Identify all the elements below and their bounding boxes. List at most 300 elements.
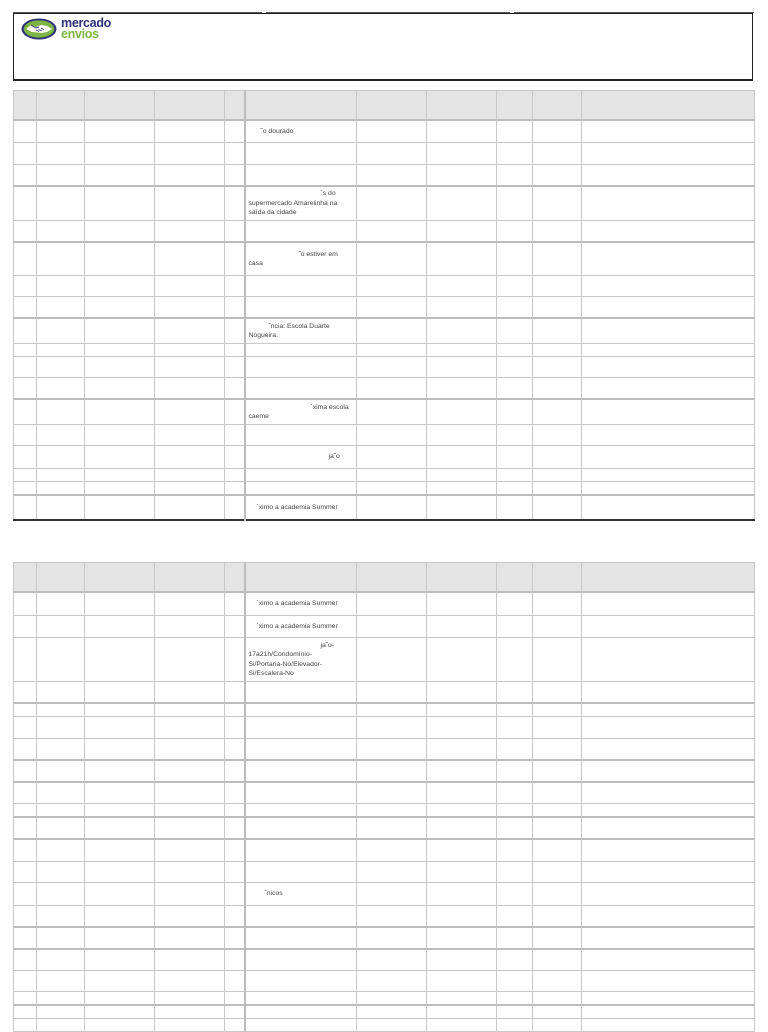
address-notes-cell: `s do supermercado Amarelinha na saída da cidade [245, 186, 357, 221]
table-cell [582, 739, 755, 761]
header-cell [582, 563, 755, 593]
table-cell [497, 616, 533, 638]
address-notes-cell [245, 992, 357, 1006]
table-cell [497, 971, 533, 992]
table-cell [357, 839, 427, 862]
table-cell [155, 221, 225, 243]
table-cell [14, 318, 37, 344]
table-cell [427, 992, 497, 1006]
table-cell [533, 804, 582, 818]
address-notes-cell [245, 717, 357, 739]
table-cell [85, 717, 155, 739]
table-cell [427, 717, 497, 739]
table-cell [582, 120, 755, 143]
table-cell [582, 703, 755, 717]
table-cell [14, 883, 37, 906]
table-cell [85, 906, 155, 928]
table-cell [357, 242, 427, 276]
table-cell [357, 682, 427, 704]
table-cell [155, 638, 225, 682]
table-cell [85, 804, 155, 818]
table-cell [155, 992, 225, 1006]
table-cell [497, 992, 533, 1006]
table-cell [533, 717, 582, 739]
address-notes-cell: ja˜o- 17a21h/Condomínio- Si/Portaria-No/Elevador- Si/Escalera-No [245, 638, 357, 682]
address-notes-cell [245, 165, 357, 187]
table-cell [427, 817, 497, 839]
table-cell [14, 927, 37, 949]
table-cell [427, 804, 497, 818]
table-cell [533, 357, 582, 378]
table-cell [497, 739, 533, 761]
table-cell [37, 482, 85, 496]
table-cell [14, 297, 37, 319]
table-cell [14, 425, 37, 446]
table-cell [14, 839, 37, 862]
table-cell [155, 616, 225, 638]
table-cell [14, 703, 37, 717]
table-cell [357, 703, 427, 717]
table-cell [497, 143, 533, 165]
table-cell [497, 682, 533, 704]
table-cell [225, 592, 245, 616]
header-cell [497, 563, 533, 593]
header-cell [245, 91, 357, 121]
address-notes-cell [245, 971, 357, 992]
table-cell [85, 883, 155, 906]
table-cell [427, 344, 497, 357]
table-cell [225, 469, 245, 482]
table-cell [427, 616, 497, 638]
table-cell [37, 839, 85, 862]
table-cell [14, 616, 37, 638]
table-cell [533, 120, 582, 143]
table-cell [225, 862, 245, 883]
table-cell [427, 221, 497, 243]
table-cell [582, 717, 755, 739]
table-cell [582, 1005, 755, 1019]
table-cell [225, 357, 245, 378]
table-cell [357, 804, 427, 818]
table-cell [427, 165, 497, 187]
table-cell [14, 971, 37, 992]
table-cell [37, 143, 85, 165]
table-cell [533, 992, 582, 1006]
table-cell [497, 120, 533, 143]
table-row [14, 297, 755, 319]
table-row [14, 143, 755, 165]
table-1 [13, 90, 755, 521]
table-cell [155, 682, 225, 704]
table-cell [533, 949, 582, 971]
table-cell [427, 703, 497, 717]
table-cell [155, 165, 225, 187]
table-cell [357, 1005, 427, 1019]
table-cell [225, 906, 245, 928]
table-cell [427, 839, 497, 862]
table-cell [155, 1005, 225, 1019]
table-cell [582, 883, 755, 906]
table-cell [357, 760, 427, 782]
header-cell [225, 563, 245, 593]
table-cell [155, 949, 225, 971]
address-notes-cell: ˆnicos [245, 883, 357, 906]
table-cell [225, 143, 245, 165]
table-cell [427, 862, 497, 883]
table-cell [533, 906, 582, 928]
table-cell [85, 992, 155, 1006]
table-cell [427, 760, 497, 782]
table-cell [357, 949, 427, 971]
table-cell [155, 839, 225, 862]
brand-line1: mercado [61, 16, 112, 30]
address-notes-cell: ´ximo a academia Summer [245, 495, 357, 520]
table-cell [427, 186, 497, 221]
table-cell [427, 682, 497, 704]
table-row [14, 703, 755, 717]
address-notes-cell [245, 906, 357, 928]
table-cell [37, 221, 85, 243]
table-cell [497, 276, 533, 297]
table-cell [14, 592, 37, 616]
address-notes-cell [245, 425, 357, 446]
table-cell [357, 495, 427, 520]
table-cell [357, 357, 427, 378]
table-cell [14, 717, 37, 739]
table-cell [497, 638, 533, 682]
table-cell [497, 297, 533, 319]
address-notes-cell [245, 1005, 357, 1019]
table-cell [85, 120, 155, 143]
table-cell [357, 446, 427, 469]
table-cell [582, 927, 755, 949]
table-cell [497, 862, 533, 883]
address-notes-cell [245, 760, 357, 782]
table-cell [582, 949, 755, 971]
table-row [14, 992, 755, 1006]
table-cell [14, 949, 37, 971]
table-cell [533, 739, 582, 761]
table-row [14, 862, 755, 883]
header-cell [533, 91, 582, 121]
table-cell [155, 739, 225, 761]
table-cell [155, 297, 225, 319]
table-cell [357, 638, 427, 682]
table-cell [225, 165, 245, 187]
table-cell [357, 971, 427, 992]
table-cell [225, 425, 245, 446]
table-cell [357, 165, 427, 187]
table-cell [225, 318, 245, 344]
table-cell [582, 318, 755, 344]
table-cell [155, 717, 225, 739]
table-cell [533, 276, 582, 297]
table-cell [225, 949, 245, 971]
table-cell [14, 862, 37, 883]
table-cell [14, 682, 37, 704]
table-cell [155, 318, 225, 344]
table-cell [497, 1019, 533, 1032]
header-cell [14, 563, 37, 593]
table-cell [37, 242, 85, 276]
table-cell [533, 883, 582, 906]
table-cell [533, 839, 582, 862]
table-cell [497, 839, 533, 862]
table-cell [427, 378, 497, 400]
table-cell [497, 495, 533, 520]
table-cell [357, 425, 427, 446]
table-row [14, 739, 755, 761]
table-cell [427, 1005, 497, 1019]
table-cell [14, 120, 37, 143]
header-cell [582, 91, 755, 121]
table-cell [85, 378, 155, 400]
table-row [14, 616, 755, 638]
table-cell [357, 592, 427, 616]
table-cell [582, 971, 755, 992]
table-cell [85, 760, 155, 782]
table-cell [497, 906, 533, 928]
table-cell [155, 186, 225, 221]
table-cell [85, 425, 155, 446]
table-cell [155, 357, 225, 378]
table-cell [14, 760, 37, 782]
address-notes-cell [245, 297, 357, 319]
table-cell [582, 760, 755, 782]
table-cell [85, 446, 155, 469]
table-row [14, 482, 755, 496]
table-cell [37, 120, 85, 143]
table-cell [427, 399, 497, 425]
header-cell [85, 91, 155, 121]
table-cell [427, 297, 497, 319]
table-cell [533, 616, 582, 638]
table-cell [582, 344, 755, 357]
table-row [14, 782, 755, 804]
table-cell [225, 221, 245, 243]
table-cell [37, 446, 85, 469]
table-cell [225, 495, 245, 520]
table-cell [225, 242, 245, 276]
table-cell [225, 1005, 245, 1019]
table-row [14, 378, 755, 400]
table-2 [13, 562, 755, 1032]
table-cell [357, 992, 427, 1006]
table-cell [85, 703, 155, 717]
table-cell [582, 221, 755, 243]
header-cell [37, 563, 85, 593]
table-cell [37, 717, 85, 739]
table-cell [582, 862, 755, 883]
table-cell [533, 1005, 582, 1019]
table-cell [357, 927, 427, 949]
mercado-envios-logo [20, 17, 111, 41]
table-cell [37, 804, 85, 818]
table-cell [37, 638, 85, 682]
table-cell [225, 760, 245, 782]
table-cell [85, 739, 155, 761]
table-cell [427, 469, 497, 482]
table-cell [14, 906, 37, 928]
table-cell [533, 862, 582, 883]
table-cell [37, 862, 85, 883]
table-cell [37, 616, 85, 638]
table-cell [533, 760, 582, 782]
address-notes-cell [245, 378, 357, 400]
table-cell [85, 495, 155, 520]
table-cell [155, 862, 225, 883]
table-cell [582, 495, 755, 520]
table-cell [225, 839, 245, 862]
table-cell [497, 378, 533, 400]
table-cell [533, 344, 582, 357]
table-cell [533, 1019, 582, 1032]
table-cell [582, 592, 755, 616]
table-cell [155, 344, 225, 357]
table-cell [155, 399, 225, 425]
table-cell [14, 242, 37, 276]
shipping-table-2 [13, 562, 754, 1032]
table-cell [14, 992, 37, 1006]
table-cell [37, 592, 85, 616]
table-cell [582, 804, 755, 818]
table-cell [533, 817, 582, 839]
table-cell [85, 143, 155, 165]
table-cell [533, 971, 582, 992]
table-cell [497, 717, 533, 739]
table-row [14, 425, 755, 446]
address-notes-cell [245, 276, 357, 297]
table-cell [582, 446, 755, 469]
table-cell [85, 318, 155, 344]
table-cell [85, 971, 155, 992]
table-cell [497, 949, 533, 971]
table-cell [85, 242, 155, 276]
header-cell [533, 563, 582, 593]
table-cell [37, 425, 85, 446]
table-cell [533, 165, 582, 187]
table-row [14, 242, 755, 276]
table-cell [85, 344, 155, 357]
table-cell [225, 399, 245, 425]
table-cell [85, 357, 155, 378]
table-cell [427, 276, 497, 297]
table-cell [533, 682, 582, 704]
table-cell [497, 817, 533, 839]
address-notes-cell [245, 927, 357, 949]
table-cell [225, 297, 245, 319]
address-notes-cell [245, 817, 357, 839]
table-cell [497, 399, 533, 425]
address-notes-cell: ˜o dourado [245, 120, 357, 143]
table-cell [37, 1005, 85, 1019]
header-cell [497, 91, 533, 121]
table-cell [37, 297, 85, 319]
table-cell [357, 739, 427, 761]
header-row [14, 563, 755, 593]
table-cell [533, 927, 582, 949]
table-cell [37, 760, 85, 782]
table-cell [533, 495, 582, 520]
table-cell [357, 120, 427, 143]
table-cell [427, 357, 497, 378]
table-row [14, 682, 755, 704]
table-cell [37, 186, 85, 221]
table-cell [155, 143, 225, 165]
header-cell [155, 563, 225, 593]
table-cell [582, 482, 755, 496]
table-cell [225, 446, 245, 469]
table-cell [497, 592, 533, 616]
table-cell [533, 592, 582, 616]
table-cell [14, 1005, 37, 1019]
table-cell [427, 446, 497, 469]
table-cell [14, 165, 37, 187]
table-cell [497, 318, 533, 344]
table-row [14, 883, 755, 906]
header-cell [37, 91, 85, 121]
table-cell [225, 883, 245, 906]
address-notes-cell: ´xima escola caeme [245, 399, 357, 425]
table-row [14, 949, 755, 971]
table-cell [357, 469, 427, 482]
table-cell [37, 949, 85, 971]
table-cell [533, 186, 582, 221]
table-cell [427, 242, 497, 276]
table-cell [37, 703, 85, 717]
table-cell [155, 425, 225, 446]
table-cell [14, 446, 37, 469]
table-cell [14, 378, 37, 400]
table-cell [497, 469, 533, 482]
table-cell [427, 782, 497, 804]
table-cell [582, 616, 755, 638]
table-cell [582, 906, 755, 928]
table-cell [37, 495, 85, 520]
table-cell [497, 927, 533, 949]
table-cell [225, 482, 245, 496]
table-cell [533, 378, 582, 400]
address-notes-cell [245, 782, 357, 804]
header-cell [357, 563, 427, 593]
table-row [14, 927, 755, 949]
table-cell [582, 186, 755, 221]
table-cell [14, 1019, 37, 1032]
table-cell [357, 297, 427, 319]
address-notes-cell [245, 357, 357, 378]
table-cell [14, 482, 37, 496]
table-cell [533, 425, 582, 446]
table-row [14, 318, 755, 344]
table-cell [85, 927, 155, 949]
table-cell [14, 817, 37, 839]
header-cell [85, 563, 155, 593]
address-notes-cell [245, 482, 357, 496]
table-cell [533, 221, 582, 243]
table-cell [85, 592, 155, 616]
table-cell [85, 165, 155, 187]
header-cell [357, 91, 427, 121]
table-cell [582, 276, 755, 297]
table-cell [497, 186, 533, 221]
table-cell [427, 906, 497, 928]
table-cell [37, 817, 85, 839]
table-cell [582, 297, 755, 319]
table-cell [357, 482, 427, 496]
address-notes-cell [245, 143, 357, 165]
table-cell [533, 318, 582, 344]
table-cell [533, 446, 582, 469]
